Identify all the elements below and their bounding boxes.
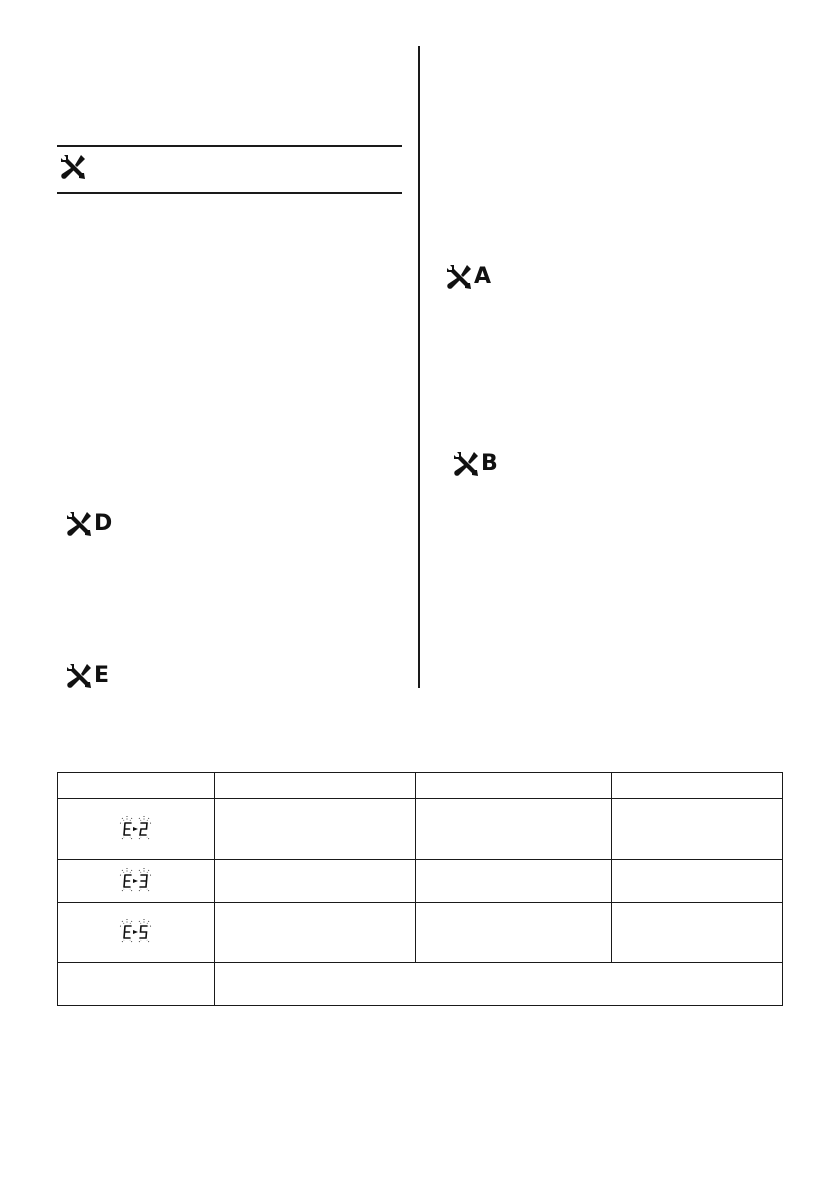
error-code-table [57,772,783,1006]
table-cell [215,799,416,860]
wrench-screwdriver-icon [453,451,479,477]
column-divider [418,46,420,688]
table-cell [58,962,215,1005]
table-header-cell [215,773,416,799]
table-cell [612,902,783,962]
table-header-cell [416,773,612,799]
note-bottom-rule [57,192,402,194]
wrench-screwdriver-icon [66,511,92,537]
error-display-cell [58,860,215,902]
tools-A-letter: A [474,264,492,289]
tools-A [446,264,491,290]
table-cell [416,860,612,902]
wrench-screwdriver-icon [446,264,472,290]
tools-D [66,511,112,537]
table-row [58,902,783,962]
table-cell [416,799,612,860]
wrench-screwdriver-icon [60,154,86,180]
tools-B-letter: B [481,451,498,476]
error-display-cell [58,799,215,860]
table-cell [612,799,783,860]
blinking-display-E3-icon [116,866,156,896]
tools-B [453,451,498,477]
blinking-display-E5-icon [116,917,156,947]
table-row [58,799,783,860]
table-header-row [58,773,783,799]
blinking-display-E2-icon [116,814,156,844]
tools-E [66,663,109,689]
table-row [58,860,783,902]
table-cell [215,860,416,902]
tools-D-letter: D [94,511,113,536]
table-cell [215,902,416,962]
table-merged-cell [215,962,783,1005]
tools-E-letter: E [94,663,110,688]
table-header-cell [612,773,783,799]
wrench-screwdriver-icon [66,663,92,689]
note-top-rule [57,145,402,147]
table-header-cell [58,773,215,799]
table-cell [416,902,612,962]
error-display-cell [58,902,215,962]
note-tools [60,154,86,180]
table-footer-row [58,962,783,1005]
table-cell [612,860,783,902]
